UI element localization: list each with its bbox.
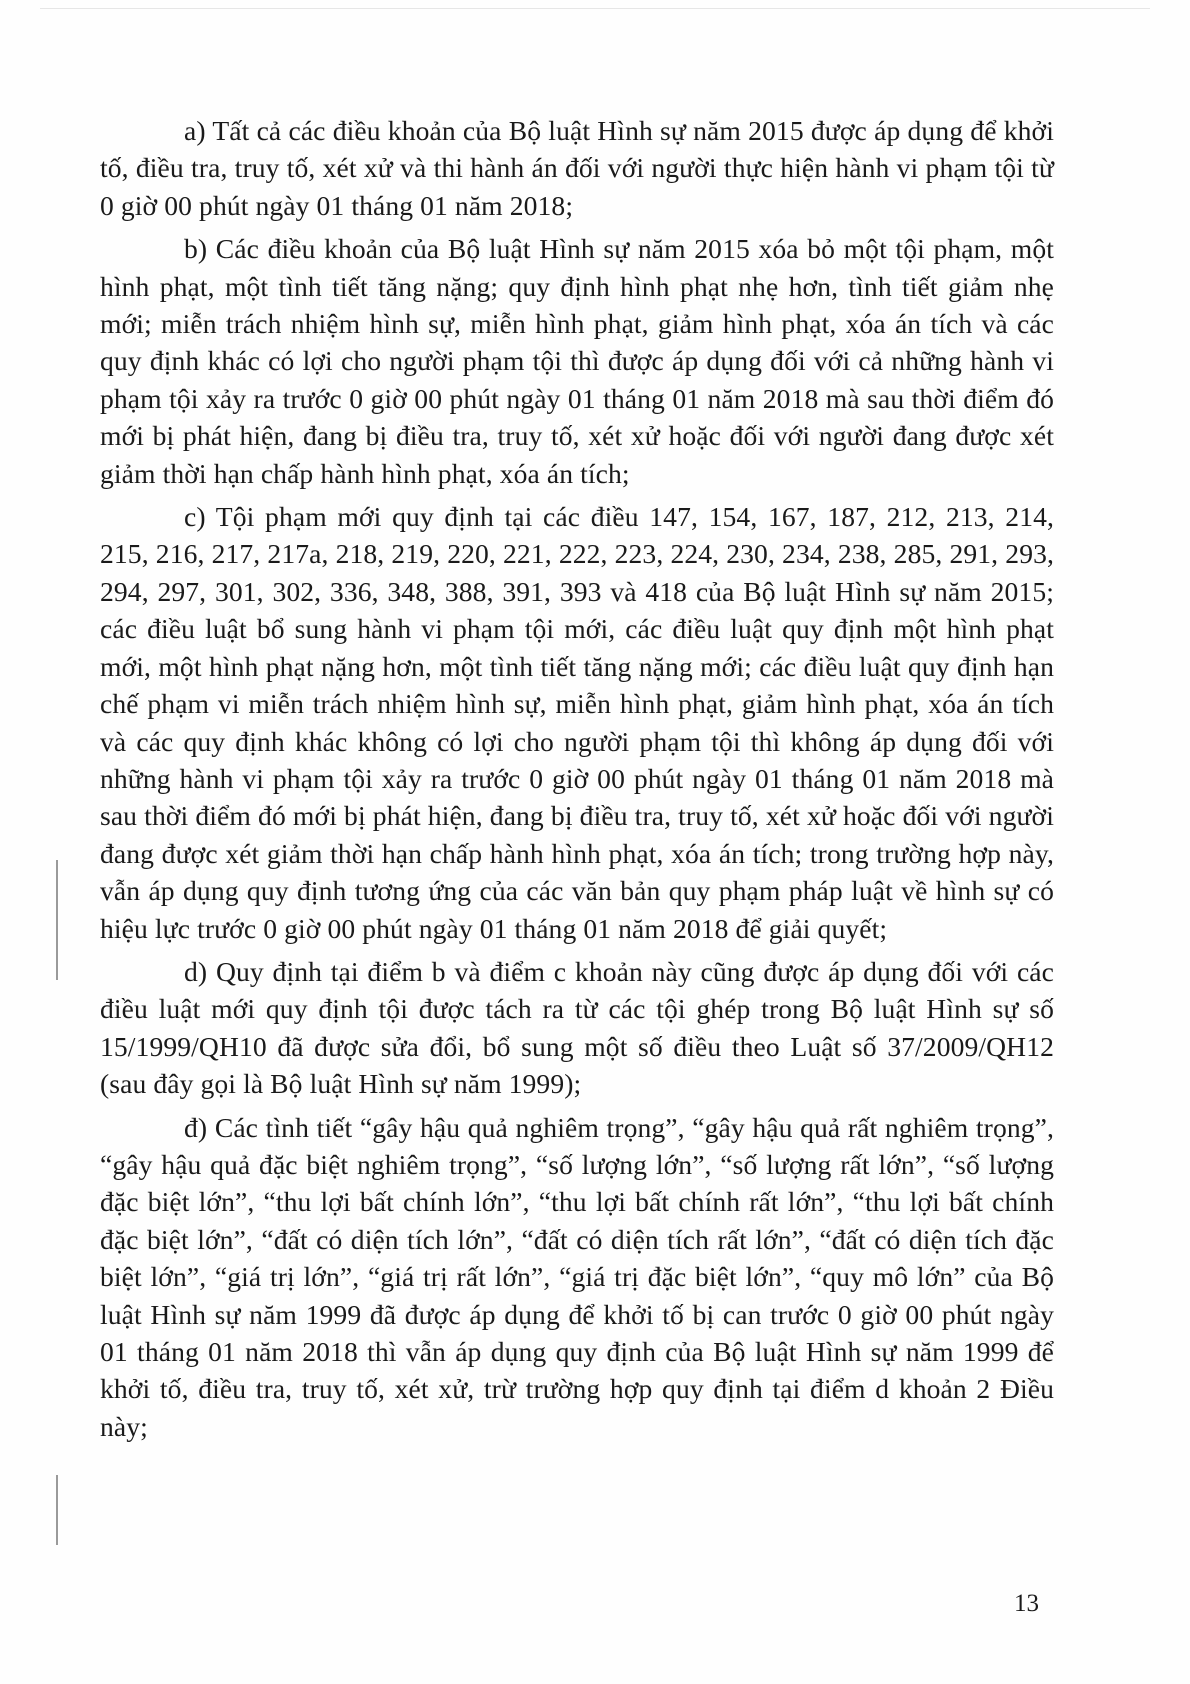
scan-margin-mark bbox=[56, 1475, 58, 1545]
paragraph-dd: đ) Các tình tiết “gây hậu quả nghiêm trọng”, “gây hậu quả rất nghiêm trọng”, “gây hậu quả đặc biệt nghiêm trọng”, “số lượng lớn”, “số lượng rất lớn”, “số lượng đặc biệt lớn”, “thu lợi bất chính lớn”, “thu lợi bất chính rất lớn”, “thu lợi bất chính đặc biệt lớn”, “đất có diện tích lớn”, “đất có diện tích rất lớn”, “đất có diện tích đặc biệt lớn”, “giá trị lớn”, “giá trị rất lớn”, “giá trị đặc biệt lớn”, “quy mô lớn” của Bộ luật Hình sự năm 1999 đã được áp dụng để khởi tố bị can trước 0 giờ 00 phút ngày 01 tháng 01 năm 2018 thì vẫn áp dụng quy định của Bộ luật Hình sự năm 1999 để khởi tố, điều tra, truy tố, xét xử, trừ trường hợp quy định tại điểm d khoản 2 Điều này; bbox=[100, 1111, 1054, 1442]
scan-margin-mark bbox=[56, 860, 58, 980]
scan-top-edge bbox=[40, 8, 1150, 9]
body-text bbox=[100, 112, 1054, 1451]
page-number: 13 bbox=[1014, 1590, 1039, 1617]
paragraph-a: a) Tất cả các điều khoản của Bộ luật Hình sự năm 2015 được áp dụng để khởi tố, điều tra, truy tố, xét xử và thi hành án đối với người thực hiện hành vi phạm tội từ 0 giờ 00 phút ngày 01 tháng 01 năm 2018; bbox=[100, 115, 1054, 221]
paragraph-d: d) Quy định tại điểm b và điểm c khoản này cũng được áp dụng đối với các điều luật mới quy định tội được tách ra từ các tội ghép trong Bộ luật Hình sự số 15/1999/QH10 đã được sửa đổi, bổ sung một số điều theo Luật số 37/2009/QH12 (sau đây gọi là Bộ luật Hình sự năm 1999); bbox=[100, 955, 1054, 1100]
paragraph-c: c) Tội phạm mới quy định tại các điều 147, 154, 167, 187, 212, 213, 214, 215, 216, 217, 217a, 218, 219, 220, 221, 222, 223, 224, 230, 234, 238, 285, 291, 293, 294, 297, 301, 302, 336, 348, 388, 391, 393 và 418 của Bộ luật Hình sự năm 2015; các điều luật bổ sung hành vi phạm tội mới, các điều luật quy định một hình phạt mới, một hình phạt nặng hơn, một tình tiết tăng nặng mới; các điều luật quy định hạn chế phạm vi miễn trách nhiệm hình sự, miễn hình phạt, giảm hình phạt, xóa án tích và các quy định khác không có lợi cho người phạm tội thì không áp dụng đối với những hành vi phạm tội xảy ra trước 0 giờ 00 phút ngày 01 tháng 01 năm 2018 mà sau thời điểm đó mới bị phát hiện, đang bị điều tra, truy tố, xét xử hoặc đối với người đang được xét giảm thời hạn chấp hành hình phạt, xóa án tích; trong trường hợp này, vẫn áp dụng quy định tương ứng của các văn bản quy phạm pháp luật về hình sự có hiệu lực trước 0 giờ 00 phút ngày 01 tháng 01 năm 2018 để giải quyết; bbox=[100, 501, 1054, 944]
paragraph-b: b) Các điều khoản của Bộ luật Hình sự năm 2015 xóa bỏ một tội phạm, một hình phạt, một tình tiết tăng nặng; quy định hình phạt nhẹ hơn, tình tiết giảm nhẹ mới; miễn trách nhiệm hình sự, miễn hình phạt, giảm hình phạt, xóa án tích và các quy định khác có lợi cho người phạm tội thì được áp dụng đối với cả những hành vi phạm tội xảy ra trước 0 giờ 00 phút ngày 01 tháng 01 năm 2018 mà sau thời điểm đó mới bị phát hiện, đang bị điều tra, truy tố, xét xử hoặc đối với người đang được xét giảm thời hạn chấp hành hình phạt, xóa án tích; bbox=[100, 233, 1054, 489]
